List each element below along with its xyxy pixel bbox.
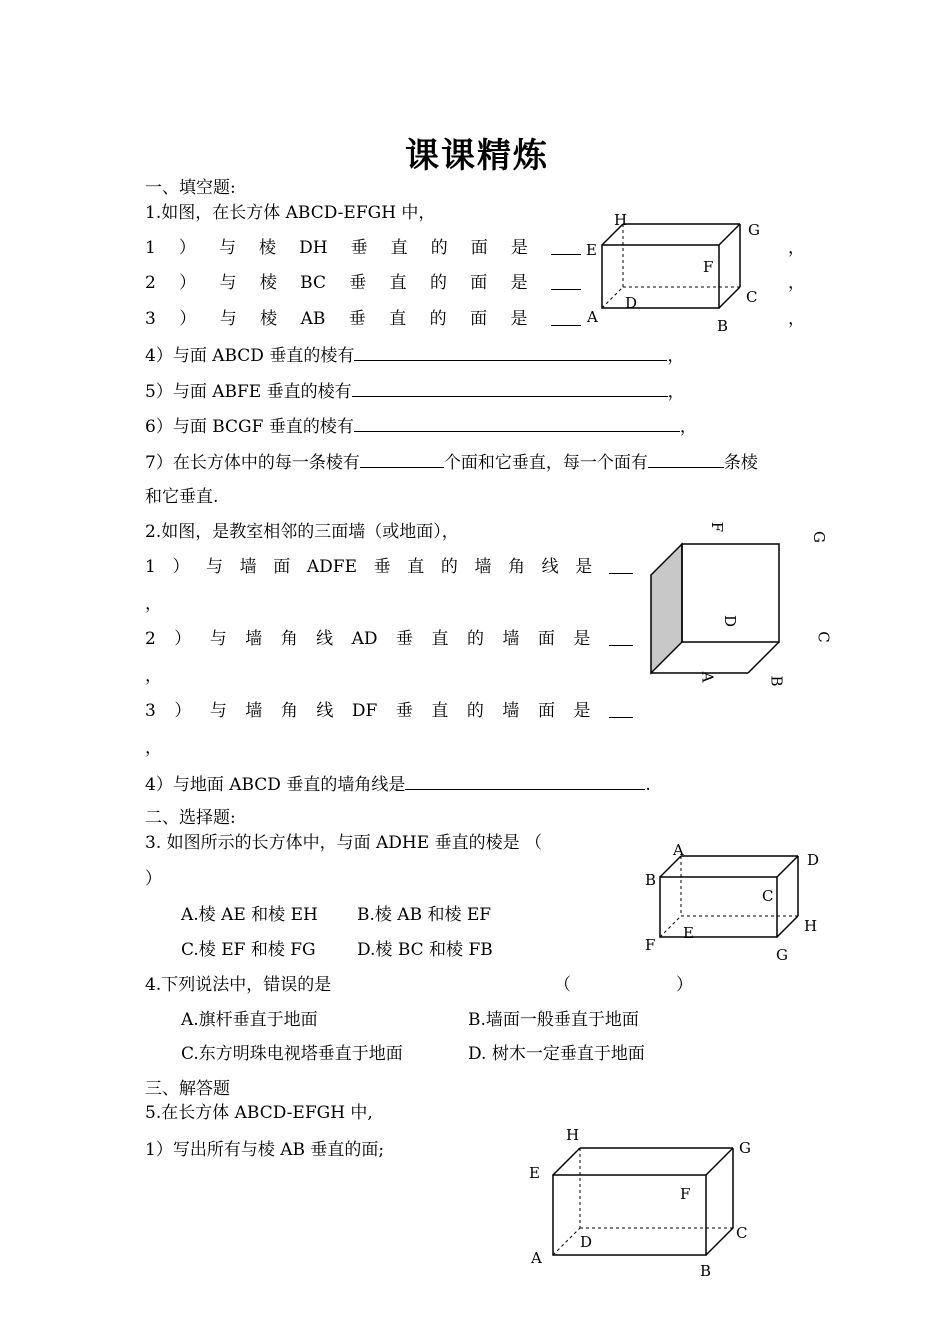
q1-item-4: 4）与面 ABCD 垂直的棱有 ， [145, 346, 685, 366]
comma: ， [145, 738, 162, 758]
q1-item-1: 1 ） 与 棱 DH 垂 直 的 面 是 [145, 238, 581, 258]
vertex-label-H: H [614, 211, 628, 229]
section-heading-choice: 二、选择题: [145, 808, 236, 828]
vertex-label-D: D [721, 614, 740, 628]
page-title: 课课精炼 [405, 136, 549, 176]
q5-stem: 5.在长方体 ABCD-EFGH 中, [145, 1103, 373, 1123]
q4-option-b[interactable]: B.墙面一般垂直于地面 [468, 1010, 639, 1030]
q4-paren-close: ） [676, 975, 693, 995]
vertex-label-B: B [717, 317, 729, 335]
q3-option-d[interactable]: D.棱 BC 和棱 FB [357, 940, 493, 960]
vertex-label-C: C [746, 288, 758, 306]
q3-option-a[interactable]: A.棱 AE 和棱 EH [181, 905, 318, 925]
comma: ， [788, 309, 805, 329]
q3-option-c[interactable]: C.棱 EF 和棱 FG [181, 940, 316, 960]
q2-item-4: 4）与地面 ABCD 垂直的墙角线是 . [145, 775, 651, 795]
vertex-label-A: A [531, 1249, 542, 1267]
vertex-label-D: D [580, 1233, 593, 1251]
vertex-label-F: F [680, 1185, 691, 1203]
vertex-label-E: E [683, 924, 694, 942]
vertex-label-H: H [566, 1126, 580, 1144]
vertex-label-C: C [762, 887, 774, 905]
vertex-label-F: F [708, 521, 727, 533]
vertex-label-D: D [625, 294, 638, 312]
vertex-label-A: A [587, 308, 598, 326]
section-heading-fill: 一、填空题: [145, 178, 236, 198]
q4-option-a[interactable]: A.旗杆垂直于地面 [181, 1010, 318, 1030]
q3-stem: 3. 如图所示的长方体中，与面 ADHE 垂直的棱是 （ [145, 833, 542, 853]
comma: ， [145, 666, 162, 686]
q1-item-7-end: 和它垂直. [145, 487, 219, 507]
q4-stem: 4.下列说法中，错误的是 [145, 975, 332, 995]
vertex-label-D: D [807, 851, 820, 869]
vertex-label-F: F [645, 936, 656, 954]
q5-item-1: 1）写出所有与棱 AB 垂直的面; [145, 1140, 385, 1160]
vertex-label-G: G [776, 946, 788, 964]
vertex-label-E: E [586, 241, 597, 259]
section-heading-answer: 三、解答题 [145, 1079, 230, 1099]
comma: ， [145, 594, 162, 614]
q4-option-d[interactable]: D. 树木一定垂直于地面 [468, 1044, 645, 1064]
vertex-label-B: B [645, 871, 657, 889]
comma: ， [788, 238, 805, 258]
vertex-label-C: C [814, 631, 833, 643]
q2-stem: 2.如图，是教室相邻的三面墙（或地面）， [145, 522, 459, 542]
q1-item-3: 3 ） 与 棱 AB 垂 直 的 面 是 [145, 309, 581, 329]
q2-item-2: 2 ） 与 墙 角 线 AD 垂 直 的 墙 面 是 [145, 629, 633, 649]
q2-item-1: 1 ） 与 墙 面 ADFE 垂 直 的 墙 角 线 是 [145, 557, 633, 577]
q3-option-b[interactable]: B.棱 AB 和棱 EF [357, 905, 492, 925]
vertex-label-G: G [809, 531, 828, 543]
q4-option-c[interactable]: C.东方明珠电视塔垂直于地面 [181, 1044, 403, 1064]
vertex-label-G: G [739, 1139, 751, 1157]
vertex-label-E: E [529, 1164, 540, 1182]
vertex-label-G: G [748, 221, 760, 239]
vertex-label-C: C [736, 1224, 748, 1242]
q1-stem: 1.如图，在长方体 ABCD-EFGH 中， [145, 203, 436, 223]
vertex-label-B: B [700, 1262, 712, 1280]
vertex-label-A: A [698, 671, 717, 683]
q2-item-3: 3 ） 与 墙 角 线 DF 垂 直 的 墙 面 是 [145, 701, 633, 721]
q1-item-2: 2 ） 与 棱 BC 垂 直 的 面 是 [145, 273, 581, 293]
q3-stem-end: ） [145, 869, 162, 889]
vertex-label-F: F [703, 258, 714, 276]
comma: ， [788, 273, 805, 293]
q1-item-5: 5）与面 ABFE 垂直的棱有 ， [145, 382, 685, 402]
q1-item-7: 7）在长方体中的每一条棱有 个面和它垂直，每一个面有 条棱 [145, 453, 758, 473]
q1-item-6: 6）与面 BCGF 垂直的棱有 ， [145, 417, 697, 437]
vertex-label-B: B [767, 675, 786, 687]
vertex-label-H: H [804, 917, 818, 935]
vertex-label-A: A [673, 841, 684, 859]
q4-paren-open: （ [554, 975, 571, 995]
